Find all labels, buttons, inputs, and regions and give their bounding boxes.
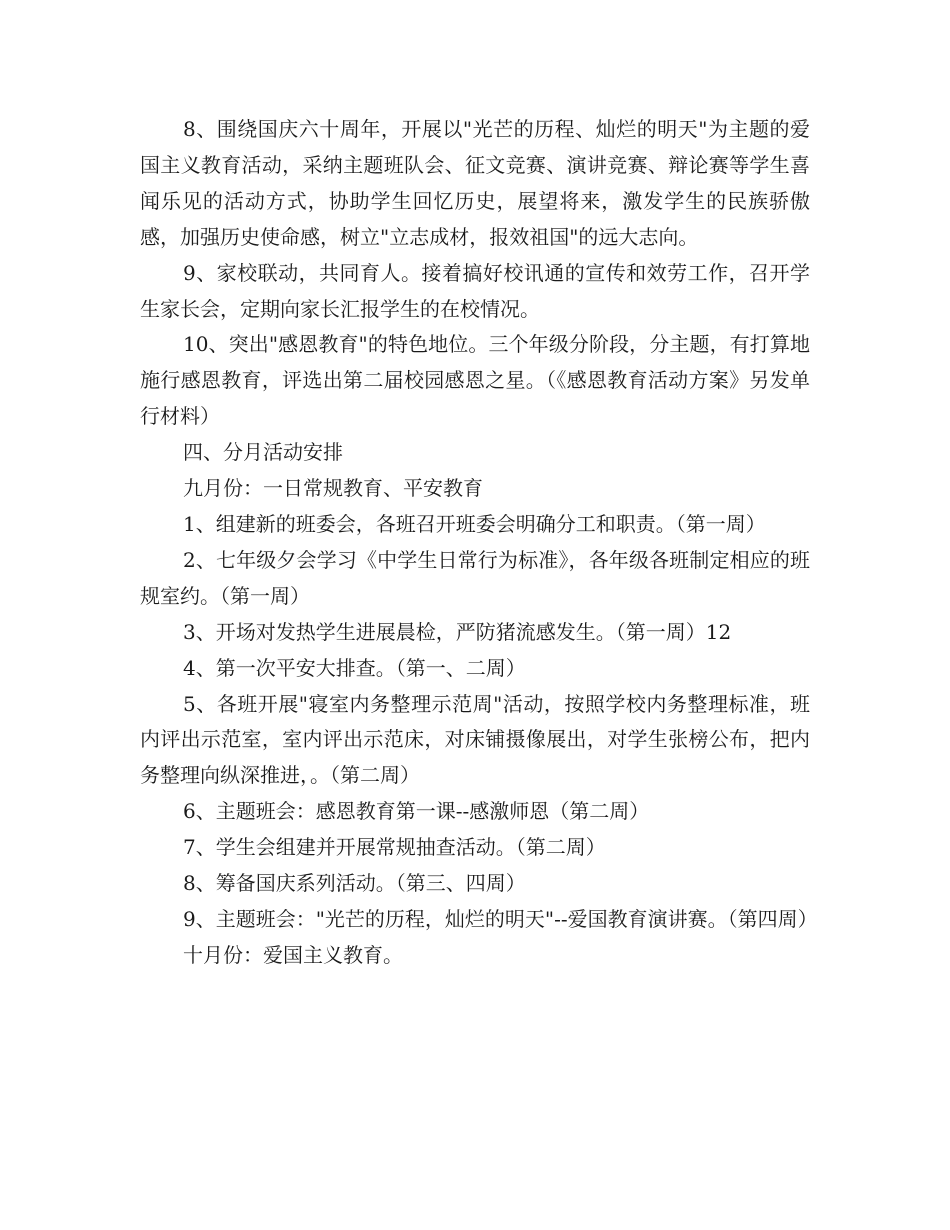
section-heading-monthly-schedule: 四、分月活动安排 bbox=[183, 440, 343, 465]
september-item-8: 8、筹备国庆系列活动。（第三、四周） bbox=[183, 871, 526, 896]
september-item-9: 9、主题班会："光芒的历程，灿烂的明天"--爱国教育演讲赛。（第四周） bbox=[183, 906, 818, 931]
paragraph-item-9-home-school: 9、家校联动，共同育人。接着搞好校讯通的宣传和效劳工作，召开学生家长会，定期向家长汇报学生的在校情况。 bbox=[140, 260, 810, 321]
paragraph-item-8-patriotic-education: 8、围绕国庆六十周年，开展以"光芒的历程、灿烂的明天"为主题的爱国主义教育活动，采纳主题班队会、征文竞赛、演讲竞赛、辩论赛等学生喜闻乐见的活动方式，协助学生回忆历史，展望将来，激发学生的民族骄傲感，加强历史使命感，树立"立志成材，报效祖国"的远大志向。 bbox=[140, 117, 810, 249]
september-item-6: 6、主题班会：感恩教育第一课--感激师恩（第二周） bbox=[183, 799, 650, 824]
september-item-7: 7、学生会组建并开展常规抽查活动。（第二周） bbox=[183, 835, 606, 860]
september-item-2: 2、七年级夕会学习《中学生日常行为标准》，各年级各班制定相应的班规室约。（第一周） bbox=[140, 547, 810, 608]
september-item-4: 4、第一次平安大排查。（第一、二周） bbox=[183, 655, 526, 680]
september-item-1: 1、组建新的班委会，各班召开班委会明确分工和职责。（第一周） bbox=[183, 511, 766, 536]
september-item-3: 3、开场对发热学生进展晨检，严防猪流感发生。（第一周）12 bbox=[183, 619, 732, 644]
document-body bbox=[140, 112, 818, 974]
month-heading-september: 九月份：一日常规教育、平安教育 bbox=[183, 476, 483, 501]
paragraph-item-10-gratitude-education: 10、突出"感恩教育"的特色地位。三个年级分阶段，分主题，有打算地施行感恩教育，评选出第二届校园感恩之星。（《感恩教育活动方案》另发单行材料） bbox=[140, 332, 810, 429]
september-item-5: 5、各班开展"寝室内务整理示范周"活动，按照学校内务整理标准，班内评出示范室，室内评出示范床，对床铺摄像展出，对学生张榜公布，把内务整理向纵深推进，。（第二周） bbox=[140, 691, 810, 788]
month-heading-october: 十月份：爱国主义教育。 bbox=[183, 942, 403, 967]
